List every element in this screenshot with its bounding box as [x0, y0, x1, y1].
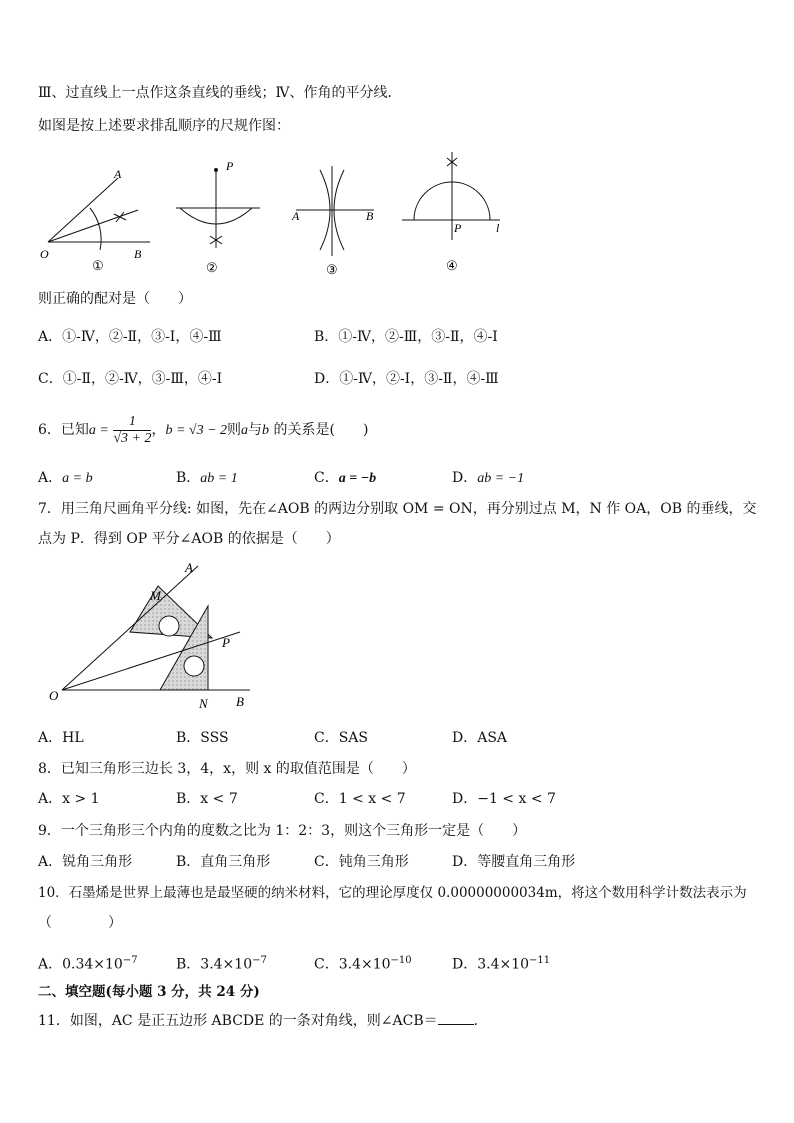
q7-option-a[interactable]: A．HL [38, 730, 84, 746]
q6-suffix: 的关系是( ) [273, 422, 369, 438]
q6-b-eq: b = √3 − 2 [165, 423, 228, 438]
arc-1 [90, 208, 101, 250]
fig1-label-o: O [40, 247, 49, 261]
q6-with: 与 [248, 422, 263, 438]
q7-label-n: N [199, 696, 208, 711]
q6-frac-num: 1 [113, 414, 151, 431]
ray-oa [48, 178, 118, 242]
ruler-1-hole [159, 616, 179, 636]
q10-stem-line2: （ ） [38, 915, 122, 931]
q5-option-d[interactable]: D．①-Ⅳ，②-Ⅰ，③-Ⅱ，④-Ⅲ [314, 371, 499, 387]
fig1-caption: ① [92, 258, 104, 273]
q10-option-a[interactable]: A．$0.34\times 10^{-7}$ [38, 955, 138, 973]
q5-stem: 则正确的配对是（ ） [38, 291, 192, 307]
fig1-label-a: A [114, 167, 122, 181]
q7-stem-line1: 7．用三角尺画角平分线: 如图，先在∠AOB 的两边分别取 OM = ON，再分别过点 M，N 作 OA，OB 的垂线，交 [38, 501, 757, 517]
q7-option-b[interactable]: B．SSS [176, 730, 229, 746]
construction-figures [30, 140, 550, 282]
q7-option-d[interactable]: D．ASA [452, 730, 508, 746]
q9-stem: 9．一个三角形三个内角的度数之比为 1：2：3，则这个三角形一定是（ ） [38, 823, 527, 839]
ruler-2-hole [184, 656, 204, 676]
q7-label-m: M [150, 588, 161, 603]
text-line-construction-iii-iv: Ⅲ、过直线上一点作这条直线的垂线；Ⅳ、作角的平分线． [38, 85, 402, 101]
ray-op [62, 632, 240, 690]
q8-option-b[interactable]: B．x < 7 [176, 791, 238, 807]
figure-1-angle-bisector [48, 178, 150, 250]
q6-option-d[interactable]: D．ab = −1 [452, 470, 525, 486]
text-line-figure-intro: 如图是按上述要求排乱顺序的尺规作图： [38, 118, 290, 134]
q6-stem: 6．已知a = $\frac{1}{√3 + 2}$ ，b = √3 − 2则a与b 的关系是( ) [38, 413, 369, 446]
q7-label-a: A [185, 560, 193, 575]
q9-option-c[interactable]: C．钝角三角形 [314, 854, 409, 870]
q10-option-b[interactable]: B．$3.4\times 10^{-7}$ [176, 955, 267, 973]
q7-label-p: P [222, 635, 230, 650]
q7-label-o: O [49, 688, 59, 703]
figure-4-perpendicular-through-point-on-line [402, 152, 500, 240]
q9-option-a[interactable]: A．锐角三角形 [38, 854, 133, 870]
fig2-label-p: P [226, 159, 234, 173]
q6-a-eq: a = [88, 423, 109, 438]
q7-option-c[interactable]: C．SAS [314, 730, 369, 746]
q6-then: 则 [227, 422, 242, 438]
q7-figure-triangle-rulers [40, 556, 270, 716]
section-2-title: 二、填空题(每小题 3 分，共 24 分) [38, 984, 260, 1000]
fig3-caption: ③ [326, 262, 338, 277]
q9-option-d[interactable]: D．等腰直角三角形 [452, 854, 576, 870]
figure-2-perpendicular-from-point [176, 168, 260, 248]
fig1-label-b: B [134, 247, 142, 261]
q6-b-var: b [262, 423, 270, 438]
q6-option-a[interactable]: A．a = b [38, 470, 93, 486]
q6-option-b[interactable]: B．ab = 1 [176, 470, 238, 486]
fig3-label-b: B [366, 209, 374, 223]
point-p-fig2 [214, 168, 218, 172]
q11-answer-blank[interactable] [438, 1010, 474, 1025]
q8-option-d[interactable]: D．−1 < x < 7 [452, 791, 556, 807]
fig2-caption: ② [206, 260, 218, 275]
q7-label-b: B [236, 694, 244, 709]
q10-option-d[interactable]: D．$3.4\times 10^{-11}$ [452, 955, 551, 973]
figure-3-perpendicular-bisector [296, 166, 374, 256]
q6-fraction [113, 414, 151, 447]
fig3-label-a: A [292, 209, 300, 223]
q7-stem-line2: 点为 P．得到 OP 平分∠AOB 的依据是（ ） [38, 531, 340, 547]
q6-frac-den: √3 + 2 [113, 430, 152, 446]
q10-stem-line1: 10．石墨烯是世界上最薄也是最坚硬的纳米材料，它的理论厚度仅 0.00000000034m，将这个数用科学计数法表示为 [38, 885, 747, 901]
q8-stem: 8．已知三角形三边长 3，4，x，则 x 的取值范围是（ ） [38, 761, 416, 777]
q6-prefix: 6．已知 [38, 422, 89, 438]
fig4-label-l: l [496, 221, 500, 235]
q10-option-c[interactable]: C．$3.4\times 10^{-10}$ [314, 955, 412, 973]
q11-stem: 11．如图，AC 是正五边形 ABCDE 的一条对角线，则∠ACB＝ ． [38, 1010, 488, 1030]
q8-option-c[interactable]: C．1 < x < 7 [314, 791, 406, 807]
fig4-caption: ④ [446, 258, 458, 273]
q5-option-b[interactable]: B．①-Ⅳ，②-Ⅲ，③-Ⅱ，④-Ⅰ [314, 329, 498, 345]
q9-option-b[interactable]: B．直角三角形 [176, 854, 271, 870]
q6-a-var: a [241, 423, 249, 438]
fig4-label-p: P [454, 221, 462, 235]
q5-option-a[interactable]: A．①-Ⅳ，②-Ⅱ，③-Ⅰ，④-Ⅲ [38, 329, 222, 345]
bisector-ray [48, 210, 138, 242]
q5-option-c[interactable]: C．①-Ⅱ，②-Ⅳ，③-Ⅲ，④-Ⅰ [38, 371, 223, 387]
q6-option-c[interactable]: C．a = −b [314, 470, 377, 486]
q8-option-a[interactable]: A．x > 1 [38, 791, 100, 807]
